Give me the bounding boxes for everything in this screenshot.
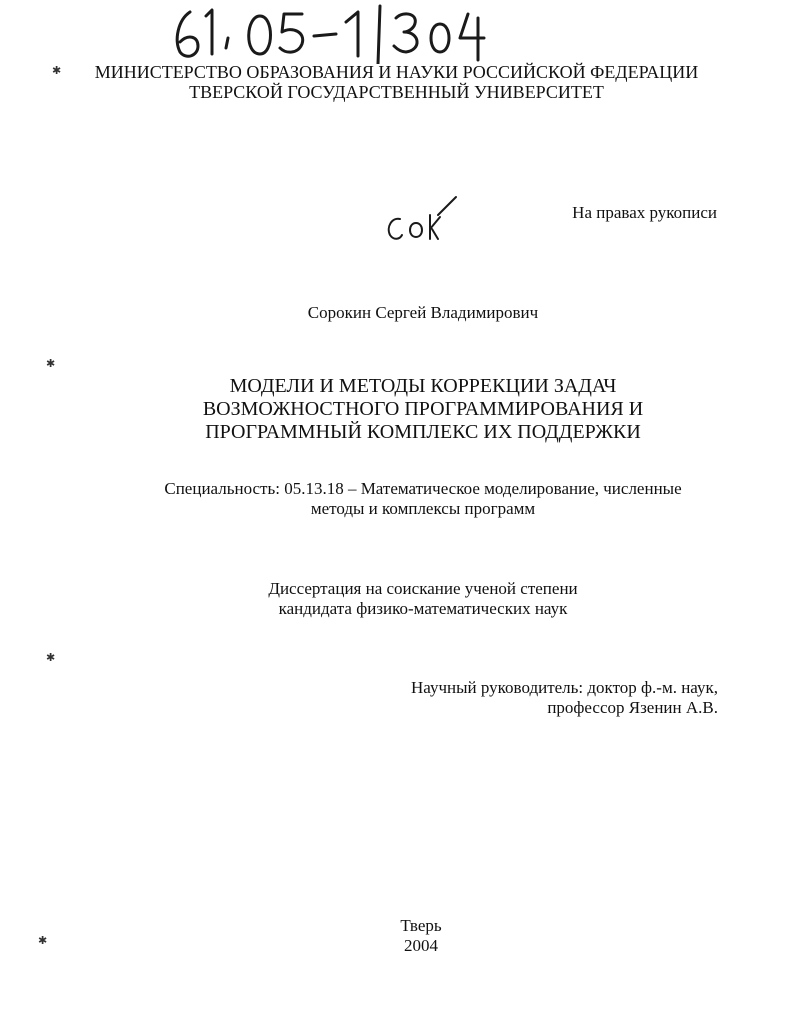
scientific-advisor bbox=[411, 678, 718, 718]
title-line: ПРОГРАММНЫЙ КОМПЛЕКС ИХ ПОДДЕРЖКИ bbox=[205, 421, 641, 443]
degree-line: Диссертация на соискание ученой степени bbox=[268, 579, 578, 598]
handwritten-initials bbox=[380, 195, 460, 245]
handwritten-archive-number bbox=[168, 2, 498, 64]
specialty-line: методы и комплексы программ bbox=[310, 499, 536, 518]
author-name: Сорокин Сергей Владимирович bbox=[307, 303, 539, 322]
scan-speck: ✱ bbox=[52, 64, 62, 77]
specialty bbox=[0, 479, 793, 519]
title-line: ВОЗМОЖНОСТНОГО ПРОГРАММИРОВАНИЯ И bbox=[202, 398, 644, 420]
title-line: МОДЕЛИ И МЕТОДЫ КОРРЕКЦИИ ЗАДАЧ bbox=[229, 375, 617, 397]
degree-statement bbox=[0, 579, 793, 619]
university-line: ТВЕРСКОЙ ГОСУДАРСТВЕННЫЙ УНИВЕРСИТЕТ bbox=[189, 82, 604, 102]
scan-speck: ✱ bbox=[46, 357, 56, 370]
year: 2004 bbox=[404, 936, 438, 955]
advisor-line: профессор Язенин А.В. bbox=[547, 698, 718, 717]
manuscript-note: На правах рукописи bbox=[572, 203, 717, 222]
advisor-line: Научный руководитель: доктор ф.-м. наук, bbox=[410, 678, 718, 697]
city: Тверь bbox=[400, 916, 442, 935]
dissertation-title bbox=[0, 375, 793, 444]
scan-speck: ✱ bbox=[46, 651, 56, 664]
place-and-year bbox=[0, 916, 793, 956]
ministry-header bbox=[0, 62, 793, 102]
scan-speck: ✱ bbox=[38, 934, 48, 947]
specialty-line: Специальность: 05.13.18 – Математическое моделирование, численные bbox=[164, 479, 682, 498]
degree-line: кандидата физико-математических наук bbox=[278, 599, 568, 618]
ministry-line: МИНИСТЕРСТВО ОБРАЗОВАНИЯ И НАУКИ РОССИЙСКОЙ ФЕДЕРАЦИИ bbox=[94, 62, 699, 82]
